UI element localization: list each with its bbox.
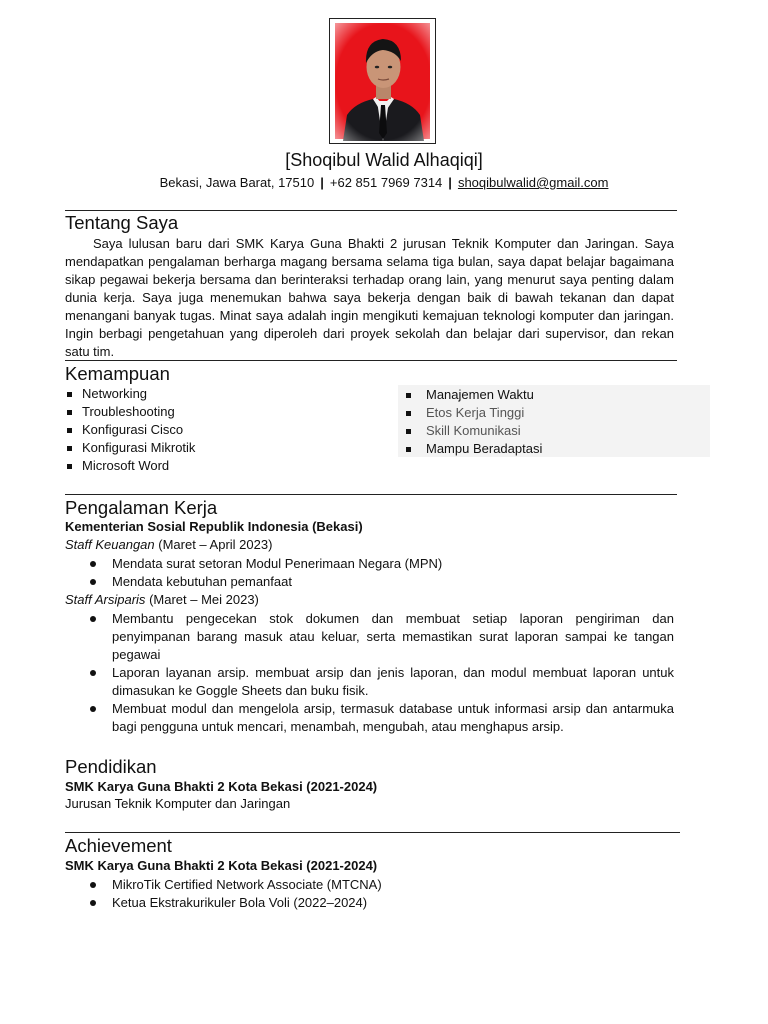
role-heading (65, 592, 259, 607)
skill-item: Mampu Beradaptasi (404, 440, 704, 458)
education-title: Pendidikan (65, 756, 157, 777)
role-period: (Maret – Mei 2023) (149, 592, 259, 607)
person-portrait (335, 23, 432, 141)
about-title: Tentang Saya (65, 212, 179, 233)
achievement-title: Achievement (65, 835, 172, 856)
section-divider (65, 360, 677, 361)
separator: | (320, 175, 324, 190)
skill-item: Konfigurasi Mikrotik (65, 439, 195, 457)
contact-line (0, 175, 768, 190)
achievement-item: MikroTik Certified Network Associate (MTCNA) (90, 876, 674, 894)
profile-photo (329, 18, 436, 144)
experience-title: Pengalaman Kerja (65, 497, 218, 518)
skill-item: Manajemen Waktu (404, 386, 704, 404)
achievement-school: SMK Karya Guna Bhakti 2 Kota Bekasi (2021-2024) (65, 858, 378, 873)
about-text: Saya lulusan baru dari SMK Karya Guna Bhakti 2 jurusan Teknik Komputer dan Jaringan. Saya mendapatkan pengalaman berharga magang bersama selama tiga bulan, saya dapat belajar bagaimana sikap pegawai bekerja bersama dan berinteraksi terhadap orang lain, yang menurut saya penting dalam dunia kerja. Saya juga menemukan bahwa saya bekerja dengan baik di bawah tekanan dan dapat menangani banyak tugas. Minat saya adalah ingin mengikuti kemajuan teknologi komputer dan jaringan. Ingin berbagi pengetahuan yang diperoleh dari proyek sekolah dan belajar dari supervisor, dan rekan satu tim. (65, 236, 674, 359)
role-title: Staff Arsiparis (65, 592, 146, 607)
skills-title: Kemampuan (65, 363, 170, 384)
duty-item: Laporan layanan arsip. membuat arsip dan jenis laporan, dan modul membuat laporan untuk dimasukan ke Goggle Sheets dan buku fisik. (90, 664, 674, 700)
skill-item: Microsoft Word (65, 457, 195, 475)
skill-item: Networking (65, 385, 195, 403)
achievement-list (90, 876, 674, 912)
role-title: Staff Keuangan (65, 537, 155, 552)
role-duties-list (90, 555, 674, 591)
education-major: Jurusan Teknik Komputer dan Jaringan (65, 796, 291, 811)
duty-item: Mendata surat setoran Modul Penerimaan Negara (MPN) (90, 555, 674, 573)
phone: +62 851 7969 7314 (329, 175, 443, 190)
duty-item: Mendata kebutuhan pemanfaat (90, 573, 674, 591)
skill-item: Konfigurasi Cisco (65, 421, 195, 439)
education-school: SMK Karya Guna Bhakti 2 Kota Bekasi (2021-2024) (65, 779, 378, 794)
section-divider (65, 494, 677, 495)
role-heading (65, 537, 272, 552)
section-divider (65, 210, 677, 211)
experience-organization: Kementerian Sosial Republik Indonesia (Bekasi) (65, 519, 363, 534)
address: Bekasi, Jawa Barat, 17510 (159, 175, 315, 190)
duty-item: Membantu pengecekan stok dokumen dan membuat setiap laporan pengiriman dan penyimpanan barang masuk atau keluar, serta memastikan surat laporan sampai ke tangan pegawai (90, 610, 674, 664)
email-link[interactable]: shoqibulwalid@gmail.com (457, 175, 609, 190)
skill-item: Etos Kerja Tinggi (404, 404, 704, 422)
resume-name: [Shoqibul Walid Alhaqiqi] (285, 150, 483, 170)
role-period: (Maret – April 2023) (158, 537, 273, 552)
achievement-item: Ketua Ekstrakurikuler Bola Voli (2022–2024) (90, 894, 674, 912)
duty-item: Membuat modul dan mengelola arsip, termasuk database untuk informasi arsip dan antarmuka bagi pengguna untuk mencari, menambah, mengubah, atau menghapus arsip. (90, 700, 674, 736)
skill-item: Troubleshooting (65, 403, 195, 421)
skills-right-list (404, 386, 704, 458)
section-divider (65, 832, 680, 833)
skill-item: Skill Komunikasi (404, 422, 704, 440)
skills-left-list (65, 385, 195, 475)
role-duties-list (90, 610, 674, 736)
photo-background (335, 23, 430, 139)
separator: | (448, 175, 452, 190)
